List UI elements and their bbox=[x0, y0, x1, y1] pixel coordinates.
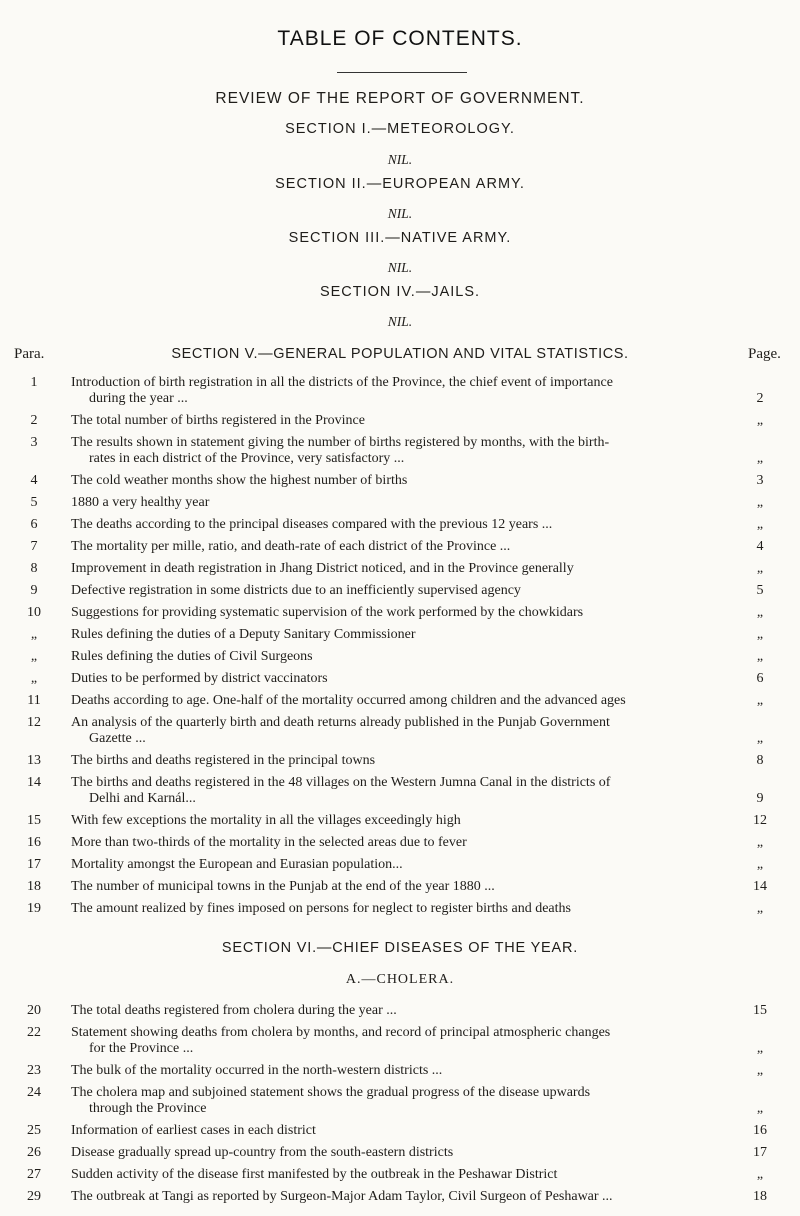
entry-text: Sudden activity of the disease first manifested by the outbreak in the Peshawar District bbox=[71, 1167, 558, 1182]
para-number: 6 bbox=[30, 517, 38, 532]
page-number: 6 bbox=[756, 671, 764, 686]
page-number: „ bbox=[756, 649, 764, 664]
para-number: 20 bbox=[27, 1003, 41, 1018]
section-4-nil: NIL. bbox=[387, 314, 413, 329]
page-number: 9 bbox=[756, 791, 764, 806]
page-number: 2 bbox=[756, 391, 764, 406]
entry-text: The deaths according to the principal diseases compared with the previous 12 years ... bbox=[71, 517, 553, 532]
entry-text: Improvement in death registration in Jhang District noticed, and in the Province generally bbox=[71, 561, 574, 576]
para-number: 15 bbox=[27, 813, 41, 828]
page-number: „ bbox=[756, 731, 764, 746]
para-number: 5 bbox=[30, 495, 38, 510]
entry-text: The bulk of the mortality occurred in the north-western districts ... bbox=[71, 1063, 443, 1078]
entry-text: The cholera map and subjoined statement shows the gradual progress of the disease upwards bbox=[71, 1085, 591, 1100]
page-number: „ bbox=[756, 561, 764, 576]
entry-text: Information of earliest cases in each district bbox=[71, 1123, 316, 1138]
entry-text: The number of municipal towns in the Punjab at the end of the year 1880 ... bbox=[71, 879, 495, 894]
entry-text: Mortality amongst the European and Eurasian population... bbox=[71, 857, 403, 872]
page-number: 17 bbox=[753, 1145, 767, 1160]
entry-text: The births and deaths registered in the 48 villages on the Western Jumna Canal in the districts of bbox=[71, 775, 611, 790]
entry-text-continued: during the year ... bbox=[89, 391, 188, 406]
page-number: 4 bbox=[756, 539, 764, 554]
entry-text: 1880 a very healthy year bbox=[71, 495, 210, 510]
page-column-header: Page. bbox=[748, 346, 781, 362]
cholera-subheading: A.—CHOLERA. bbox=[345, 972, 455, 987]
page-number: „ bbox=[756, 627, 764, 642]
page-number: 15 bbox=[753, 1003, 767, 1018]
page-number: „ bbox=[756, 693, 764, 708]
page-number: „ bbox=[756, 495, 764, 510]
section-3-nil: NIL. bbox=[387, 260, 413, 275]
entry-text: The total deaths registered from cholera during the year ... bbox=[71, 1003, 397, 1018]
entry-text: With few exceptions the mortality in all the villages exceedingly high bbox=[71, 813, 461, 828]
para-number: 22 bbox=[27, 1025, 41, 1040]
para-number: 4 bbox=[30, 473, 38, 488]
para-number: 27 bbox=[27, 1167, 41, 1182]
para-number: 29 bbox=[27, 1189, 41, 1204]
page-number: 12 bbox=[753, 813, 767, 828]
entry-text: An analysis of the quarterly birth and death returns already published in the Punjab Government bbox=[71, 715, 610, 730]
entry-text: The mortality per mille, ratio, and death-rate of each district of the Province ... bbox=[71, 539, 511, 554]
entry-text: Suggestions for providing systematic supervision of the work performed by the chowkidars bbox=[71, 605, 584, 620]
page-number: 18 bbox=[753, 1189, 767, 1204]
para-number: 9 bbox=[30, 583, 38, 598]
para-number: 2 bbox=[30, 413, 38, 428]
entry-text-continued: for the Province ... bbox=[89, 1041, 194, 1056]
entry-text: Defective registration in some districts due to an inefficiently supervised agency bbox=[71, 583, 521, 598]
page-title: TABLE OF CONTENTS. bbox=[277, 27, 523, 50]
para-number: 12 bbox=[27, 715, 41, 730]
section-5-heading: SECTION V.—GENERAL POPULATION AND VITAL STATISTICS. bbox=[171, 346, 629, 362]
entry-text: Rules defining the duties of a Deputy Sanitary Commissioner bbox=[71, 627, 416, 642]
entry-text: More than two-thirds of the mortality in the selected areas due to fever bbox=[71, 835, 467, 850]
para-number: 7 bbox=[30, 539, 38, 554]
page-number: „ bbox=[756, 857, 764, 872]
section-1-nil: NIL. bbox=[387, 152, 413, 167]
entry-text: The births and deaths registered in the principal towns bbox=[71, 753, 376, 768]
page-number: 14 bbox=[753, 879, 767, 894]
entry-text: The results shown in statement giving the number of births registered by months, with the birth- bbox=[71, 435, 610, 450]
entry-text: Deaths according to age. One-half of the mortality occurred among children and the advanced ages bbox=[71, 693, 626, 708]
entry-text: The amount realized by fines imposed on persons for neglect to register births and deaths bbox=[71, 901, 571, 916]
para-number: 24 bbox=[27, 1085, 41, 1100]
page-number: „ bbox=[756, 605, 764, 620]
section-3-heading: SECTION III.—NATIVE ARMY. bbox=[288, 230, 512, 246]
section-6-heading: SECTION VI.—CHIEF DISEASES OF THE YEAR. bbox=[221, 940, 579, 956]
page-number: 5 bbox=[756, 583, 764, 598]
para-number: „ bbox=[30, 627, 38, 642]
section-1-heading: SECTION I.—METEOROLOGY. bbox=[285, 121, 515, 137]
entry-text: Statement showing deaths from cholera by months, and record of principal atmospheric changes bbox=[71, 1025, 611, 1040]
para-number: „ bbox=[30, 671, 38, 686]
para-number: 3 bbox=[30, 435, 38, 450]
entry-text: The outbreak at Tangi as reported by Surgeon-Major Adam Taylor, Civil Surgeon of Peshawar ... bbox=[71, 1189, 613, 1204]
page-number: „ bbox=[756, 1063, 764, 1078]
page-number: 16 bbox=[753, 1123, 767, 1138]
page-number: „ bbox=[756, 1041, 764, 1056]
page-number: „ bbox=[756, 901, 764, 916]
entry-text-continued: Gazette ... bbox=[89, 731, 146, 746]
entry-text: Duties to be performed by district vaccinators bbox=[71, 671, 328, 686]
page-number: 3 bbox=[756, 473, 764, 488]
para-number: 8 bbox=[30, 561, 38, 576]
title-divider bbox=[337, 72, 467, 73]
para-number: 10 bbox=[27, 605, 41, 620]
entry-text: Introduction of birth registration in all the districts of the Province, the chief event of importance bbox=[71, 375, 613, 390]
page-number: „ bbox=[756, 1167, 764, 1182]
entry-text: The total number of births registered in the Province bbox=[71, 413, 365, 428]
para-number: 11 bbox=[27, 693, 41, 708]
para-number: 13 bbox=[27, 753, 41, 768]
para-number: 18 bbox=[27, 879, 41, 894]
section-2-nil: NIL. bbox=[387, 206, 413, 221]
review-heading: REVIEW OF THE REPORT OF GOVERNMENT. bbox=[215, 90, 585, 107]
entry-text: Rules defining the duties of Civil Surgeons bbox=[71, 649, 313, 664]
entry-text-continued: Delhi and Karnál... bbox=[89, 791, 196, 806]
page-number: „ bbox=[756, 517, 764, 532]
page-number: „ bbox=[756, 413, 764, 428]
entry-text: Disease gradually spread up-country from the south-eastern districts bbox=[71, 1145, 454, 1160]
para-number: 19 bbox=[27, 901, 41, 916]
page-number: „ bbox=[756, 451, 764, 466]
page-number: „ bbox=[756, 1101, 764, 1116]
para-number: 23 bbox=[27, 1063, 41, 1078]
page-number: „ bbox=[756, 835, 764, 850]
para-number: 17 bbox=[27, 857, 41, 872]
para-number: 25 bbox=[27, 1123, 41, 1138]
section-4-heading: SECTION IV.—JAILS. bbox=[319, 284, 481, 300]
section-2-heading: SECTION II.—EUROPEAN ARMY. bbox=[275, 176, 525, 192]
para-number: 1 bbox=[30, 375, 38, 390]
para-number: 16 bbox=[27, 835, 41, 850]
page-number: 8 bbox=[756, 753, 764, 768]
entry-text-continued: through the Province bbox=[89, 1101, 207, 1116]
entry-text-continued: rates in each district of the Province, very satisfactory ... bbox=[89, 451, 405, 466]
para-number: „ bbox=[30, 649, 38, 664]
para-column-header: Para. bbox=[14, 346, 45, 362]
entry-text: The cold weather months show the highest number of births bbox=[71, 473, 408, 488]
para-number: 26 bbox=[27, 1145, 41, 1160]
para-number: 14 bbox=[27, 775, 41, 790]
